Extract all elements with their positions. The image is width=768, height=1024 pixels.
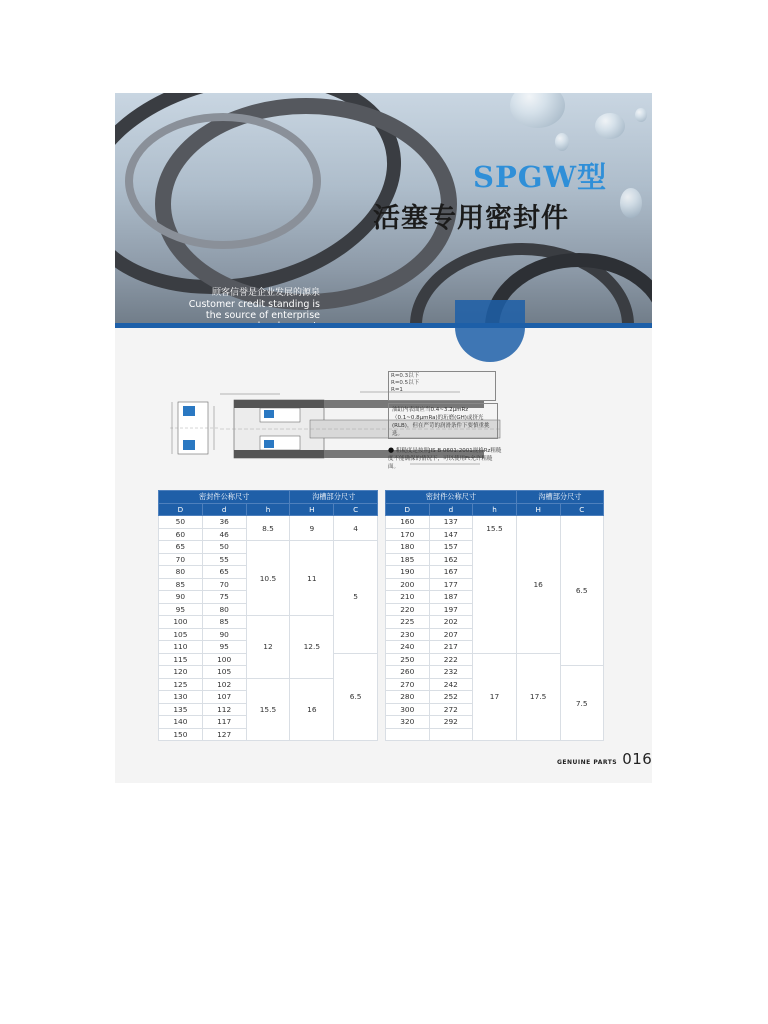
cell-D: 280 [386,691,430,704]
cell-d: 147 [429,528,473,541]
column-header-d: d [429,503,473,516]
cell-d: 217 [429,641,473,654]
cell-H: 9 [290,516,334,541]
cell-D: 65 [159,541,203,554]
cell-D: 50 [159,516,203,529]
spec-table-left [158,490,378,741]
cell-d: 100 [202,653,246,666]
cell-d: 232 [429,666,473,679]
cell-h: 10.5 [246,541,290,616]
column-header-H: H [516,503,560,516]
water-drop [620,188,642,218]
cell-d: 85 [202,616,246,629]
cell-D: 320 [386,716,430,729]
cell-d: 105 [202,666,246,679]
cell-H: 16 [516,516,560,654]
cell-C: 6.5 [334,653,378,741]
cell-D: 70 [159,553,203,566]
table-group-header-row [159,491,378,504]
column-header-d: d [202,503,246,516]
cell-d: 252 [429,691,473,704]
cell-D: 260 [386,666,430,679]
cell-H: 16 [290,678,334,741]
cell-D: 160 [386,516,430,529]
cell-h: 15.5 [473,516,517,654]
cell-d: 242 [429,678,473,691]
cell-d: 75 [202,591,246,604]
cell-D: 225 [386,616,430,629]
cell-d: 80 [202,603,246,616]
table-header-row [386,503,604,516]
cell-h: 15.5 [246,678,290,741]
cell-d: 112 [202,703,246,716]
column-header-D: D [386,503,430,516]
cell-D: 220 [386,603,430,616]
cell-D: 150 [159,728,203,741]
cell-D: 125 [159,678,203,691]
cell-d: 117 [202,716,246,729]
cell-D: 190 [386,566,430,579]
cell-D: 100 [159,616,203,629]
water-drop [510,93,565,128]
cell-D: 230 [386,628,430,641]
water-drop [635,108,647,122]
cell-D: 300 [386,703,430,716]
cell-d: 102 [202,678,246,691]
footer-label: GENUINE PARTS [557,759,618,766]
cell-D: 105 [159,628,203,641]
roughness-line: R=0.5以下 [391,380,420,386]
product-title-cn: 活塞专用密封件 [373,203,569,234]
surface-note-box: 油缸内表面应当0.4~3.2μmRz（0.1~0.8μmRa)的珩磨(GH)或挤光(RLB)，但在严苛的润滑条件下要慎重挑选。 [388,403,498,439]
cell-d: 65 [202,566,246,579]
group-header-seal-size: 密封件公称尺寸 [386,491,517,504]
cell-C: 7.5 [560,666,604,741]
cell-C: 5 [334,541,378,654]
cell-d: 70 [202,578,246,591]
cell-C: 4 [334,516,378,541]
cell-D: 110 [159,641,203,654]
banner-accent-bar [115,323,652,328]
table-row [386,516,604,529]
surface-note-extra [388,446,503,471]
cell-D: 250 [386,653,430,666]
column-header-h: h [246,503,290,516]
table-row [159,516,378,529]
cell-C: 6.5 [560,516,604,666]
bullet-icon: ● [388,446,395,454]
cell-h: 8.5 [246,516,290,541]
page-number: 016 [622,750,653,768]
water-drop [595,113,625,139]
cell-D: 210 [386,591,430,604]
product-title-en: SPGW型 [473,160,608,194]
cell-d: 55 [202,553,246,566]
cell-D: 180 [386,541,430,554]
table-row [159,541,378,554]
cell-D: 200 [386,578,430,591]
column-header-h: h [473,503,517,516]
banner-image [115,93,652,328]
surface-note-extra-text: 粗糙度是按照JIS B 0601:2001规格Rz粗糙度不能确保的情况下，可以使用Ft允许粗糙面。 [388,448,502,470]
cell-D: 185 [386,553,430,566]
cell-D: 240 [386,641,430,654]
cell-d: 36 [202,516,246,529]
cell-d: 222 [429,653,473,666]
cell-H: 12.5 [290,616,334,679]
column-header-D: D [159,503,203,516]
cell-D: 135 [159,703,203,716]
cell-d: 167 [429,566,473,579]
column-header-H: H [290,503,334,516]
cell-d: 177 [429,578,473,591]
cell-D: 115 [159,653,203,666]
slogan-cn: 顾客信誉是企业发展的源泉 [211,288,320,298]
cell-d: 95 [202,641,246,654]
table-header-row [159,503,378,516]
cell-d: 202 [429,616,473,629]
cell-d: 207 [429,628,473,641]
cell-H: 17.5 [516,653,560,741]
group-header-groove-size: 沟槽部分尺寸 [290,491,378,504]
slogan [150,288,320,328]
cell-D: 120 [159,666,203,679]
cell-h: 12 [246,616,290,679]
cell-D: 80 [159,566,203,579]
roughness-legend [388,371,496,401]
group-header-seal-size: 密封件公称尺寸 [159,491,290,504]
cell-d: 50 [202,541,246,554]
cell-D: 90 [159,591,203,604]
spec-table-right [385,490,604,741]
seal-ring-image [125,113,321,249]
cell-D: 85 [159,578,203,591]
cell-d: 292 [429,716,473,729]
group-header-groove-size: 沟槽部分尺寸 [516,491,603,504]
roughness-line: R=0.3以下 [391,373,420,379]
cell-D: 270 [386,678,430,691]
table-group-header-row [386,491,604,504]
roughness-line: R=1 [391,387,403,393]
cell-d [429,728,473,741]
cell-H: 11 [290,541,334,616]
slogan-en-line1: Customer credit standing is [188,299,320,310]
cell-h: 17 [473,653,517,741]
cell-d: 197 [429,603,473,616]
cell-d: 107 [202,691,246,704]
cell-D [386,728,430,741]
cell-D: 130 [159,691,203,704]
cell-d: 90 [202,628,246,641]
cell-d: 127 [202,728,246,741]
cell-d: 162 [429,553,473,566]
cell-D: 170 [386,528,430,541]
cell-D: 60 [159,528,203,541]
slogan-en-line2: the source of enterprise [205,310,320,321]
column-header-C: C [560,503,604,516]
cell-d: 187 [429,591,473,604]
cell-d: 272 [429,703,473,716]
cell-D: 95 [159,603,203,616]
cell-d: 157 [429,541,473,554]
cell-d: 137 [429,516,473,529]
cell-d: 46 [202,528,246,541]
page-footer [557,749,652,768]
water-drop [555,133,569,151]
cell-D: 140 [159,716,203,729]
column-header-C: C [334,503,378,516]
